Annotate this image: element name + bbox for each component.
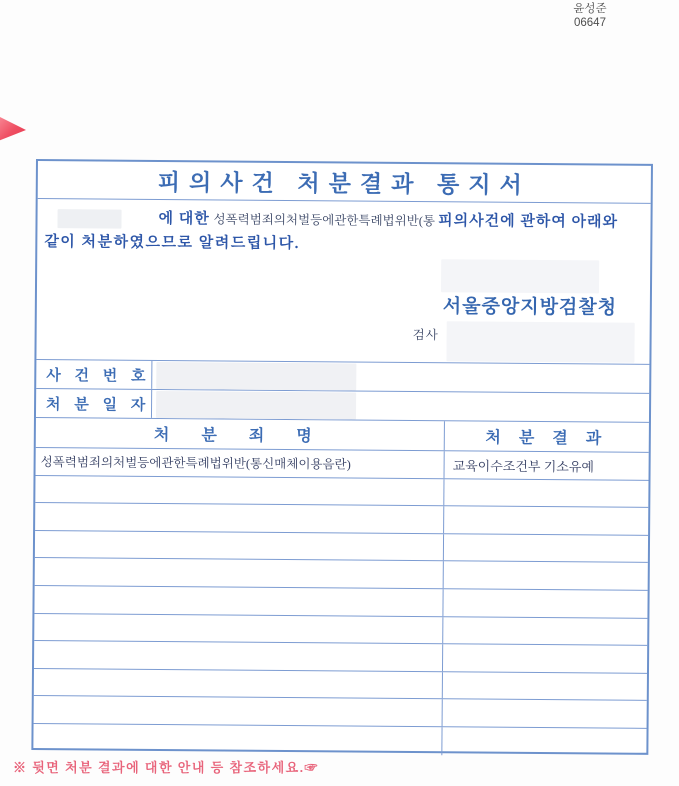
red-arrow-marker-icon (0, 116, 26, 141)
redacted-suspect-name (57, 209, 121, 229)
corner-name: 윤성준 (573, 3, 607, 15)
disposition-date-value (152, 390, 649, 422)
crime-cell (35, 503, 444, 533)
result-cell (444, 506, 648, 534)
table-header-row (36, 418, 649, 453)
header-result: 처 분 결 과 (485, 429, 609, 448)
crime-cell (35, 476, 444, 506)
case-number-value (152, 361, 649, 393)
crime-cell: 성폭력범죄의처벌등에관한특례법위반(통신매체이용음란) (36, 448, 445, 478)
header-crime: 처 분 죄 명 (36, 418, 445, 450)
case-number-label: 사 건 번 호 (36, 360, 152, 389)
result-cell (442, 727, 646, 756)
result-cell (443, 617, 647, 645)
result-cell (444, 562, 648, 590)
intro-section (36, 199, 650, 365)
result-cell (444, 534, 648, 562)
result-cell (443, 700, 647, 728)
corner-stamp-text (560, 2, 620, 30)
back-page-reference-note: ※ 뒷면 처분 결과에 대한 안내 등 참조하세요.☞ (13, 760, 319, 775)
redacted-office-detail (441, 259, 599, 293)
disposition-date-row (36, 389, 649, 423)
crime-cell (34, 669, 443, 699)
form-title: 피의사건 처분결과 통지서 (157, 169, 531, 198)
prosecutor-label: 검사 (412, 327, 439, 343)
crime-cell (35, 558, 444, 588)
crime-cell (34, 614, 443, 644)
table-row (33, 724, 646, 756)
prosecutors-office-name: 서울중앙지방검찰청 (442, 296, 618, 319)
redacted-disposition-date (156, 391, 356, 420)
corner-number: 06647 (574, 17, 606, 29)
intro-law-text: 성폭력범죄의처벌등에관한특례법위반(통 (213, 212, 439, 229)
crime-cell (33, 724, 442, 755)
intro-bold-2: 피의사건에 관하여 아래와 (438, 213, 619, 231)
result-cell (443, 672, 647, 700)
result-cell: 교육이수조건부 기소유예 (452, 458, 595, 475)
result-cell (443, 589, 647, 617)
result-cell (443, 644, 647, 672)
crime-cell (35, 531, 444, 561)
redacted-prosecutor-name (446, 321, 634, 362)
crime-cell (34, 641, 443, 671)
intro-line-1 (158, 209, 650, 234)
crime-cell (34, 696, 443, 726)
intro-line-2: 같이 처분하였으므로 알려드립니다. (44, 234, 301, 253)
result-cell (444, 479, 648, 507)
disposition-notice-form (31, 159, 653, 755)
intro-bold-1: 에 대한 (158, 210, 210, 228)
redacted-case-number (156, 362, 356, 391)
disposition-date-label: 처 분 일 자 (36, 389, 152, 418)
form-title-row (38, 161, 651, 204)
crime-cell (34, 586, 443, 616)
